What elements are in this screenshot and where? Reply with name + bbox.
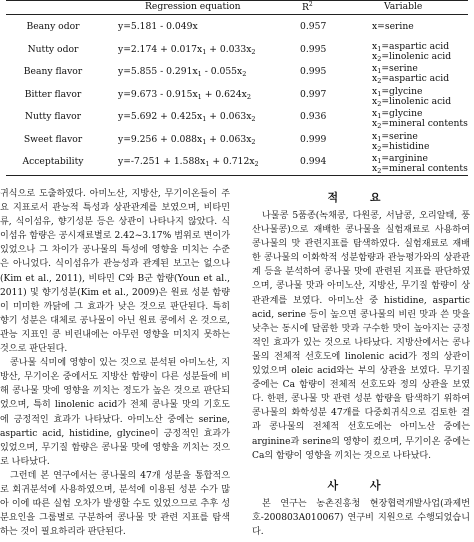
row-r2: 0.999 bbox=[300, 133, 327, 145]
left-column bbox=[0, 187, 230, 539]
table-header-rule bbox=[6, 14, 468, 15]
row-variable: $x_1=glycine$ bbox=[372, 85, 423, 98]
regression-table bbox=[0, 0, 474, 176]
row-r2: 0.994 bbox=[300, 156, 327, 167]
row-r2: 0.997 bbox=[300, 88, 327, 100]
row-attribute: Beany odor bbox=[26, 21, 80, 32]
row-variable: $x_1=arginine$ bbox=[372, 153, 428, 165]
row-variable: $x_2=aspartic$ acid bbox=[372, 73, 450, 85]
row-variable: $x_2=linolenic$ acid bbox=[372, 95, 452, 108]
header-r2: $R^2$ bbox=[302, 1, 313, 13]
row-equation: $y=2.174 + 0.017x_1 + 0.033x_2$ bbox=[118, 43, 256, 56]
row-attribute: Acceptability bbox=[22, 156, 84, 167]
right-column bbox=[252, 187, 470, 539]
row-equation: $y=5.692 + 0.425x_1 + 0.063x_2$ bbox=[118, 111, 256, 123]
row-variable: $x_1=serine$ bbox=[372, 130, 418, 143]
body-paragraph-3: 그런데 본 연구에서는 콩나물의 47개 성분을 통합적으로 회귀분석에 사용하였으며, 분석에 이용된 성분 수가 많아 이에 따른 실험 오차가 발생할 수도 있었으므로 추후 성분요인을 그룹별로 구분하여 콩나물 맛 관련 지표를 탐색하는 것이 필요하리라 판단된다. bbox=[0, 470, 230, 538]
row-variable: $x_2=mineral$ contents bbox=[372, 118, 468, 130]
row-variable: x=serine bbox=[372, 21, 414, 32]
acknowledgment-heading: 사 사 bbox=[327, 478, 395, 492]
table-bottom-rule bbox=[6, 175, 468, 176]
row-attribute: Bitter flavor bbox=[24, 88, 82, 100]
row-r2: 0.995 bbox=[300, 43, 327, 55]
acknowledgment-paragraph: 본 연구는 농촌진흥청 현장협력개발사업(과제번호-200803A010067) 연구비 지원으로 수행되었습니다. bbox=[252, 498, 470, 537]
row-variable: $x_2=linolenic$ acid bbox=[372, 50, 452, 63]
body-paragraph-2: 콩나물 식미에 영향이 있는 것으로 분석된 아미노산, 지방산, 무기이온 중에서도 지방산 함량이 다른 성분들에 비해 콩나물 맛에 영향을 끼치는 정도가 높은 것으로 판단되었으며, 특히 linolenic acid가 전체 콩나물 맛의 기호도에 긍정적인 효과가 나타났다. 아미노산 중에는 serine, aspartic acid, histidine, glycine이 긍정적인 효과가 있었으며, 무기질 함량은 콩나물 맛에 영향을 끼치는 것으로 나타났다. bbox=[0, 358, 230, 467]
body-paragraph-1: 귀식으로 도출하였다. 아미노산, 지방산, 무기이온들이 주요 지표로서 관능적 특성과 상관관계를 보였으며, 비타민류, 식이섬유, 향기성분 등은 상관이 나타나지 않았다. 식이섬유 함량은 공시재료별로 2.42~3.17% 범위로 변이가 있었으나 그 차이가 공나물의 특성에 영향을 미치는 수준은 아니었다. 식이섬유가 관능성과 관계된 보고는 없으나(Kim et al., 2011), 비타민 C와 B군 함량(Youn et al., 2011) 및 향기성분(Kim et al., 2009)은 원료 성분 함량이 미미한 까닭에 그 효과가 낮은 것으로 판단된다. 특히 향기 성분은 대체로 공나물이 아닌 원료 콩에서 온 것으로, 관능 지표인 콩 비린내에는 아무런 영향을 미치지 못하는 것으로 판단된다. bbox=[0, 189, 230, 355]
row-attribute: Beany flavor bbox=[23, 66, 83, 77]
row-variable: $x_2=histidine$ bbox=[372, 140, 430, 153]
summary-heading: 적 요 bbox=[327, 191, 395, 204]
row-equation: $y=-7.251 + 1.588x_1 + 0.712x_2$ bbox=[118, 156, 259, 168]
row-attribute: Nutty flavor bbox=[24, 111, 82, 122]
row-equation: $y=9.673 - 0.915x_1 + 0.624x_2$ bbox=[118, 88, 251, 101]
row-equation: y=5.181 - 0.049x bbox=[118, 21, 198, 32]
summary-paragraph: 나물콩 5품종(녹채콩, 다원콩, 서남콩, 오리알태, 풍산나물콩)으로 재배한 콩나물을 실험재료로 사용하여 콩나물의 맛 관련지표를 탐색하였다. 실험재료로 재배한 콩나물의 이화학적 성분함량과 관능평가와의 상관관계 등을 분석하여 콩나물 맛에 관련된 지표를 판단하였으며, 콩나물 맛과 아미노산, 지방산, 무기질 함량이 상관관계를 보였다. 아미노산 중 histidine, aspartic acid, serine 등이 높으면 콩나물의 비린 맛과 쓴 맛을 낮추는 동시에 달콤한 맛과 구수한 맛이 높아지는 긍정적인 효과가 있는 것으로 나타났다. 지방산에서는 콩나물의 전체적 선호도에 linolenic acid가 정의 상관이 있었으며 oleic acid와는 부의 상관을 보였다. 무기질 중에는 Ca 함량이 전체적 선호도와 정의 상관을 보였다. 한편, 콩나물 맛 관련 성분 함량을 탐색하기 위하여 콩나물의 화학성분 47개를 다중회귀식으로 검토한 결과 콩나물의 전체적 선호도에는 아미노산 중에는 arginine과 serine의 영향이 컸으며, 무기이온 중에는 Ca의 함량이 영향을 끼치는 것으로 나타났다. bbox=[252, 211, 470, 461]
header-variable: Variable bbox=[384, 1, 423, 12]
row-variable: $x_1=serine$ bbox=[372, 63, 418, 75]
row-variable: $x_2=mineral$ contents bbox=[372, 163, 468, 175]
row-r2: 0.995 bbox=[300, 66, 327, 77]
row-equation: $y=5.855 - 0.291x_1 - 0.055x_2$ bbox=[118, 66, 247, 78]
row-equation: $y=9.256 + 0.088x_1 + 0.063x_2$ bbox=[118, 133, 256, 146]
header-regression-equation: Regression equation bbox=[145, 1, 241, 12]
row-r2: 0.957 bbox=[300, 21, 327, 32]
row-attribute: Nutty odor bbox=[27, 43, 79, 55]
row-attribute: Sweet flavor bbox=[23, 133, 83, 145]
row-r2: 0.936 bbox=[300, 111, 327, 122]
row-variable: $x_1=glycine$ bbox=[372, 108, 423, 120]
row-variable: $x_1=aspartic$ acid bbox=[372, 40, 450, 53]
